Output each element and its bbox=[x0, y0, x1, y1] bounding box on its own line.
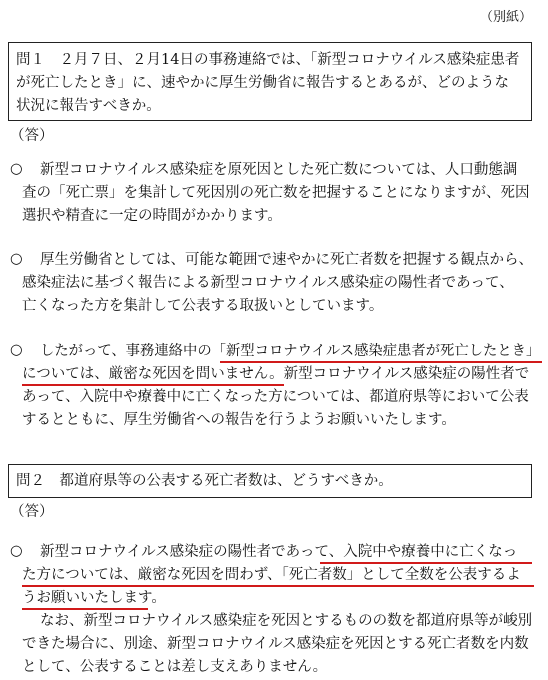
answer-1-p1-line-3: 選択や精査に一定の時間がかかります。 bbox=[22, 208, 282, 224]
answer-2-p2-line-3: として、公表することは差し支えありません。 bbox=[22, 659, 328, 675]
answer-2-p1-line-3: うお願いいたします。 bbox=[22, 590, 166, 606]
red-underline bbox=[22, 608, 148, 610]
answer-2-p2-line-1: なお、新型コロナウイルス感染症を死因とするものの数を都道府県等が峻別 bbox=[40, 613, 533, 629]
question-1-line-2: が死亡したとき」に、速やかに厚生労働省に報告するとあるが、どのような bbox=[16, 75, 509, 91]
answer-1-p2-line-1: 厚生労働省としては、可能な範囲で速やかに死亡者数を把握する観点から、 bbox=[40, 252, 533, 268]
answer-1-p3-line-2: については、厳密な死因を問いません。新型コロナウイルス感染症の陽性者で bbox=[22, 366, 530, 382]
answer-2-label: （答） bbox=[10, 504, 54, 520]
answer-1-label: （答） bbox=[10, 128, 54, 144]
answer-1-p1-line-1: 新型コロナウイルス感染症を原死因とした死亡数については、人口動態調 bbox=[40, 162, 518, 178]
question-2-line-1: 問２ 都道府県等の公表する死亡者数は、どうすべきか。 bbox=[16, 473, 393, 489]
question-1-line-3: 状況に報告すべきか。 bbox=[16, 98, 161, 114]
red-underline bbox=[220, 361, 542, 363]
answer-1-p2-line-3: 亡くなった方を集計して公表する取扱いとしています。 bbox=[22, 298, 384, 314]
answer-2-p1-line-2: た方については、厳密な死因を問わず、「死亡者数」として全数を公表するよ bbox=[22, 567, 521, 583]
attachment-label: （別紙） bbox=[479, 10, 532, 25]
answer-1-p3-line-1: したがって、事務連絡中の「新型コロナウイルス感染症患者が死亡したとき」 bbox=[40, 343, 541, 359]
bullet-mark: ○ bbox=[10, 543, 23, 559]
answer-1-p3-line-4: するとともに、厚生労働省への報告を行うようお願いいたします。 bbox=[22, 412, 456, 428]
answer-1-p1-line-2: 査の「死亡票」を集計して死因別の死亡数を把握することになりますが、死因 bbox=[22, 185, 530, 201]
answer-2-p1-line-1: 新型コロナウイルス感染症の陽性者であって、入院中や療養中に亡くなっ bbox=[40, 544, 518, 560]
answer-1-p2-line-2: 感染症法に基づく報告による新型コロナウイルス感染症の陽性者であって、 bbox=[22, 275, 514, 291]
red-underline bbox=[320, 562, 532, 564]
bullet-mark: ○ bbox=[10, 342, 23, 358]
question-1-line-1: 問１ ２月７日、２月14日の事務連絡では、「新型コロナウイルス感染症患者 bbox=[16, 52, 520, 68]
red-underline bbox=[22, 585, 534, 587]
answer-1-p3-line-3: あって、入院中や療養中に亡くなった方については、都道府県等において公表 bbox=[22, 389, 529, 405]
answer-2-p2-line-2: できた場合に、別途、新型コロナウイルス感染症を死因とする死亡者数を内数 bbox=[22, 636, 529, 652]
bullet-mark: ○ bbox=[10, 251, 23, 267]
bullet-mark: ○ bbox=[10, 161, 23, 177]
red-underline bbox=[22, 384, 284, 386]
